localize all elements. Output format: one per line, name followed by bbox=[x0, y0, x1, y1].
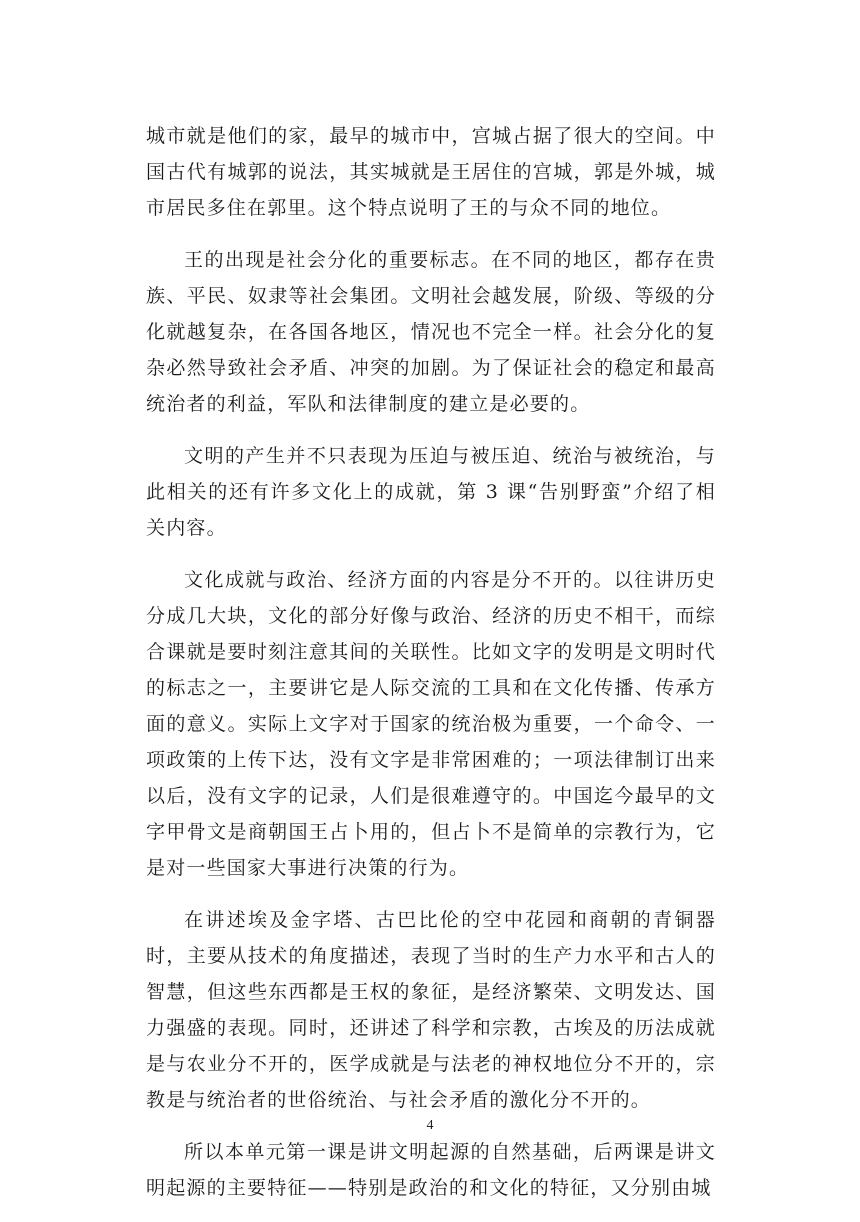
body-text bbox=[146, 118, 716, 1222]
paragraph: 在讲述埃及金字塔、古巴比伦的空中花园和商朝的青铜器时，主要从技术的角度描述，表现了当时的生产力水平和古人的智慧，但这些东西都是王权的象征，是经济繁荣、文明发达、国力强盛的表现。同时，还讲述了科学和宗教，古埃及的历法成就是与农业分不开的，医学成就是与法老的神权地位分不开的，宗教是与统治者的世俗统治、与社会矛盾的激化分不开的。 bbox=[146, 909, 716, 1111]
paragraph: 文化成就与政治、经济方面的内容是分不开的。以往讲历史分成几大块，文化的部分好像与政治、经济的历史不相干，而综合课就是要时刻注意其间的关联性。比如文字的发明是文明时代的标志之一，主要讲它是人际交流的工具和在文化传播、传承方面的意义。实际上文字对于国家的统治极为重要，一个命令、一项政策的上传下达，没有文字是非常困难的；一项法律制订出来以后，没有文字的记录，人们是很难遵守的。中国迄今最早的文字甲骨文是商朝国王占卜用的，但占卜不是简单的宗教行为，它是对一些国家大事进行决策的行为。 bbox=[146, 569, 716, 879]
paragraph: 文明的产生并不只表现为压迫与被压迫、统治与被统治，与此相关的还有许多文化上的成就，第 3 课“告别野蛮”介绍了相关内容。 bbox=[146, 445, 716, 539]
paragraph: 所以本单元第一课是讲文明起源的自然基础，后两课是讲文明起源的主要特征——特别是政治的和文化的特征，又分别由城 bbox=[146, 1141, 716, 1199]
paragraph-continued: 城市就是他们的家，最早的城市中，宫城占据了很大的空间。中国古代有城郭的说法，其实城就是王居住的宫城，郭是外城，城市居民多住在郭里。这个特点说明了王的与众不同的地位。 bbox=[146, 125, 716, 219]
paragraph: 王的出现是社会分化的重要标志。在不同的地区，都存在贵族、平民、奴隶等社会集团。文明社会越发展，阶级、等级的分化就越复杂，在各国各地区，情况也不完全一样。社会分化的复杂必然导致社会矛盾、冲突的加剧。为了保证社会的稳定和最高统治者的利益，军队和法律制度的建立是必要的。 bbox=[146, 249, 716, 415]
page-number: 4 bbox=[426, 1118, 434, 1133]
